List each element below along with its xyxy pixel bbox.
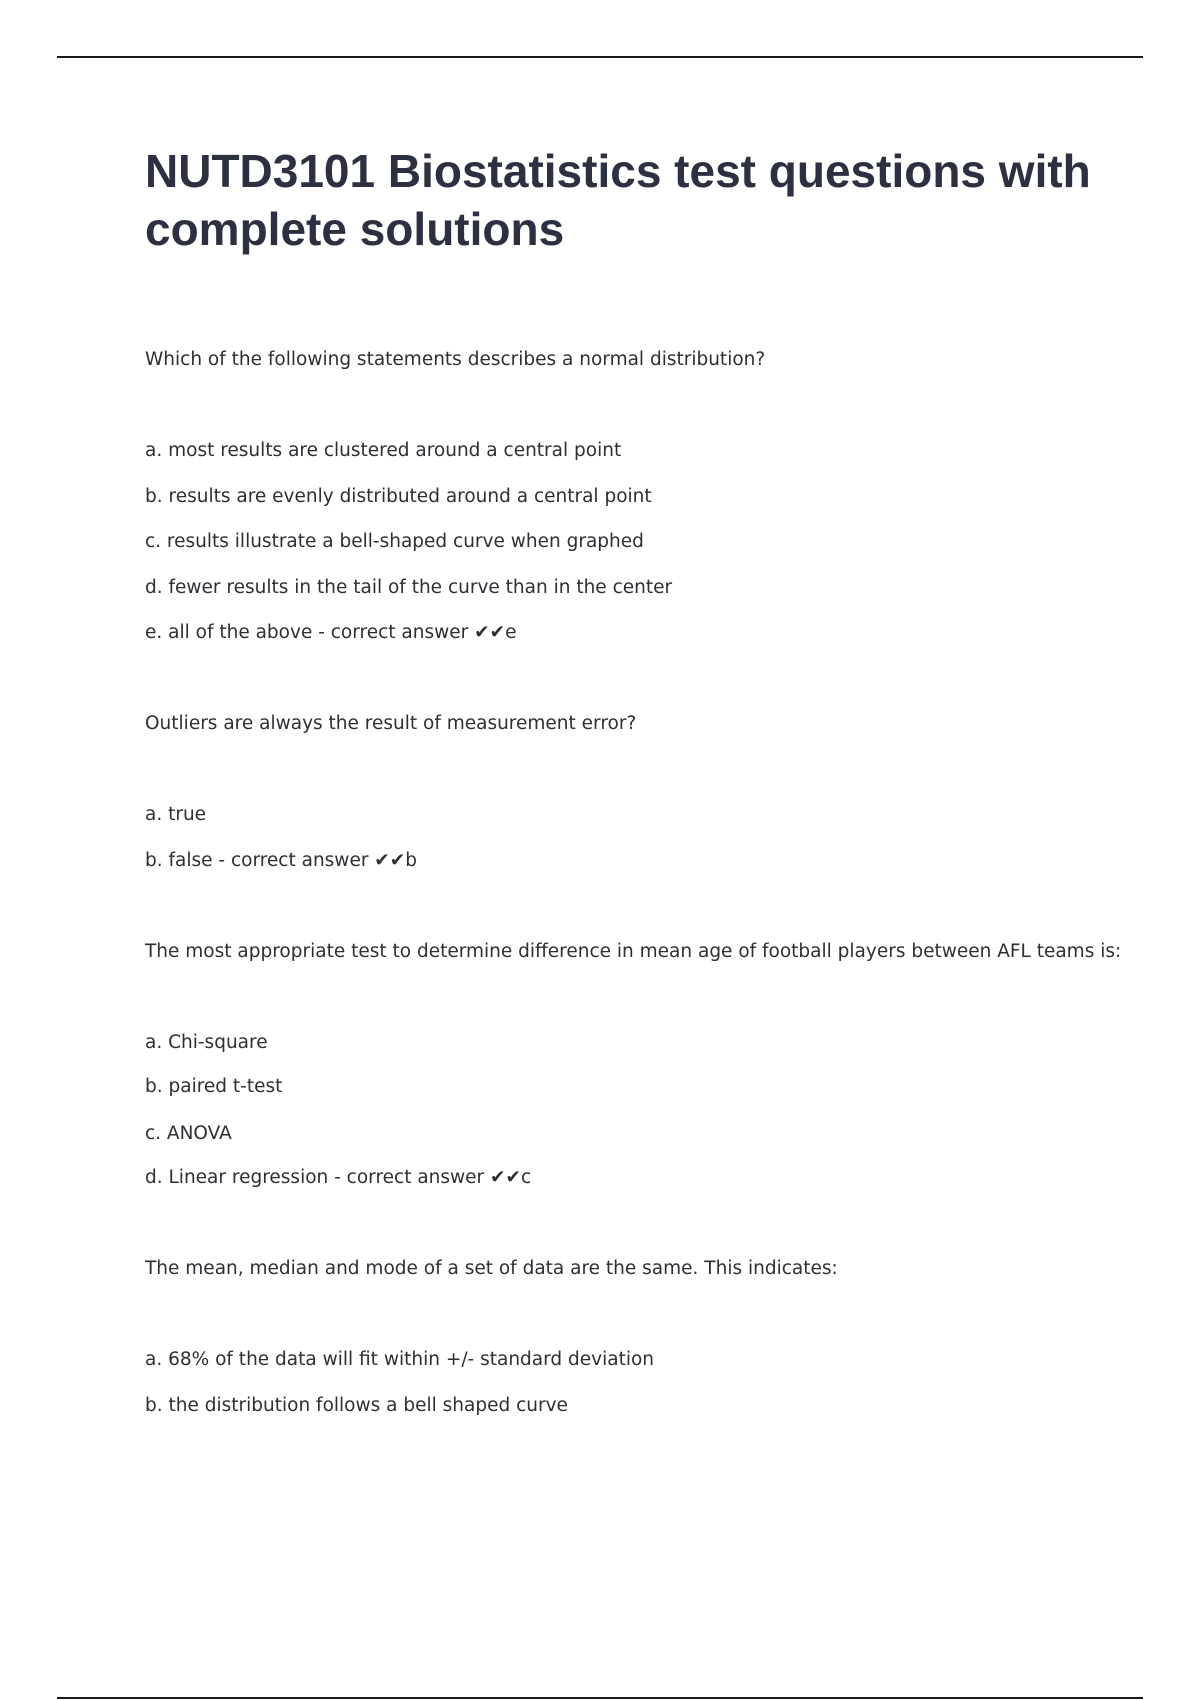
footer-rule xyxy=(57,1697,1143,1699)
answer-option: a. Chi-square xyxy=(145,1032,268,1053)
answer-option: d. fewer results in the tail of the curve than in the center xyxy=(145,577,673,598)
question-text: Outliers are always the result of measurement error? xyxy=(145,713,637,734)
answer-option: b. the distribution follows a bell shaped curve xyxy=(145,1395,568,1416)
answer-option: c. ANOVA xyxy=(145,1123,232,1144)
answer-option-correct: e. all of the above - correct answer ✔✔e xyxy=(145,622,517,643)
answer-option: a. 68% of the data will fit within +/- standard deviation xyxy=(145,1349,655,1370)
question-text: Which of the following statements describes a normal distribution? xyxy=(145,349,766,370)
answer-option: b. results are evenly distributed around a central point xyxy=(145,486,652,507)
answer-option-correct: d. Linear regression - correct answer ✔✔c xyxy=(145,1167,532,1188)
answer-option: a. most results are clustered around a central point xyxy=(145,440,622,461)
answer-option: a. true xyxy=(145,804,207,825)
answer-option: c. results illustrate a bell-shaped curve when graphed xyxy=(145,531,644,552)
answer-option-correct: b. false - correct answer ✔✔b xyxy=(145,850,418,871)
question-text: The most appropriate test to determine difference in mean age of football players between AFL teams is: xyxy=(145,941,1122,962)
page-title: NUTD3101 Biostatistics test questions with complete solutions xyxy=(145,145,1091,255)
header-rule xyxy=(57,56,1143,58)
question-text: The mean, median and mode of a set of data are the same. This indicates: xyxy=(145,1258,838,1279)
answer-option: b. paired t-test xyxy=(145,1076,283,1097)
